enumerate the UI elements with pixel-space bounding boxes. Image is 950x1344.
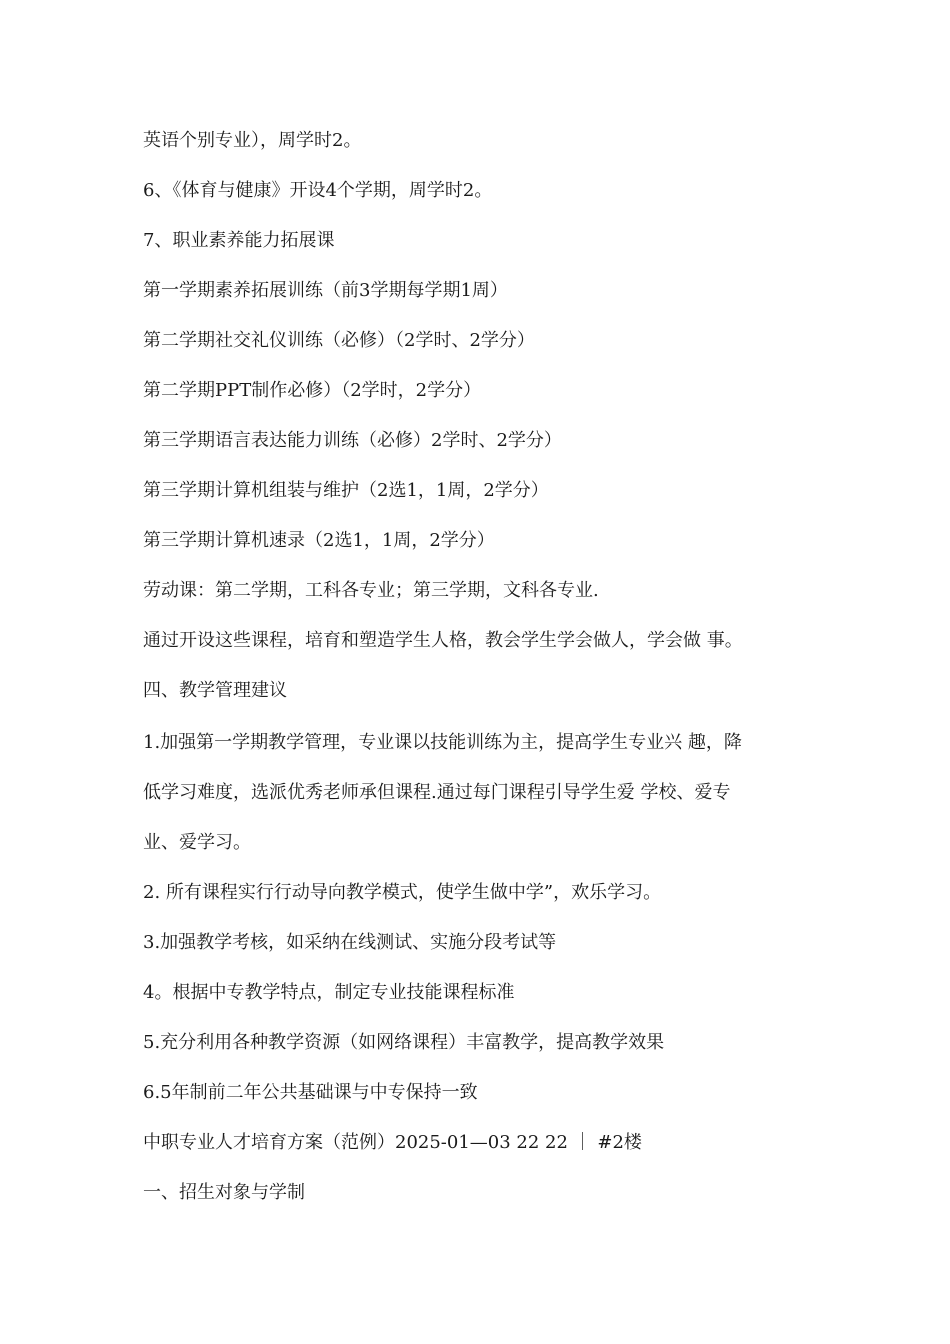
text-line-20: 6.5年制前二年公共基础课与中专保持一致 xyxy=(143,1082,478,1103)
text-line-13: 1.加强第一学期教学管理，专业课以技能训练为主，提高学生专业兴 趣，降 xyxy=(143,732,742,753)
text-line-1: 英语个别专业），周学时2。 xyxy=(143,130,362,151)
text-line-5: 第二学期社交礼仪训练（必修）（2学时、2学分） xyxy=(143,330,535,351)
text-line-6: 第二学期PPT制作必修）（2学时，2学分） xyxy=(143,380,482,401)
post-header-line: 中职专业人才培育方案（范例）2025-01—03 22 22 ｜ #2楼 xyxy=(143,1132,642,1153)
text-line-14: 低学习难度，选派优秀老师承但课程.通过每门课程引导学生爱 学校、爱专 xyxy=(143,782,731,803)
text-line-2: 6、《体育与健康》开设4个学期，周学时2。 xyxy=(143,180,493,201)
text-line-10: 劳动课：第二学期，工科各专业；第三学期，文科各专业. xyxy=(143,580,599,601)
text-line-8: 第三学期计算机组装与维护（2选1，1周，2学分） xyxy=(143,480,549,501)
section-heading: 四、教学管理建议 xyxy=(143,680,287,701)
text-line-4: 第一学期素养拓展训练（前3学期每学期1周） xyxy=(143,280,508,301)
text-line-16: 2. 所有课程实行行动导向教学模式，使学生做中学”，欢乐学习。 xyxy=(143,882,662,903)
text-line-9: 第三学期计算机速录（2选1，1周，2学分） xyxy=(143,530,495,551)
text-line-17: 3.加强教学考核，如采纳在线测试、实施分段考试等 xyxy=(143,932,557,953)
text-line-7: 第三学期语言表达能力训练（必修）2学时、2学分） xyxy=(143,430,562,451)
text-line-3: 7、职业素养能力拓展课 xyxy=(143,230,335,251)
text-line-15: 业、爱学习。 xyxy=(143,832,251,853)
text-line-18: 4。根据中专教学特点，制定专业技能课程标准 xyxy=(143,982,515,1003)
section-heading-2: 一、招生对象与学制 xyxy=(143,1182,305,1203)
text-line-19: 5.充分利用各种教学资源（如网络课程）丰富教学，提高教学效果 xyxy=(143,1032,665,1053)
text-line-11: 通过开设这些课程，培育和塑造学生人格，教会学生学会做人，学会做 事。 xyxy=(143,630,743,651)
